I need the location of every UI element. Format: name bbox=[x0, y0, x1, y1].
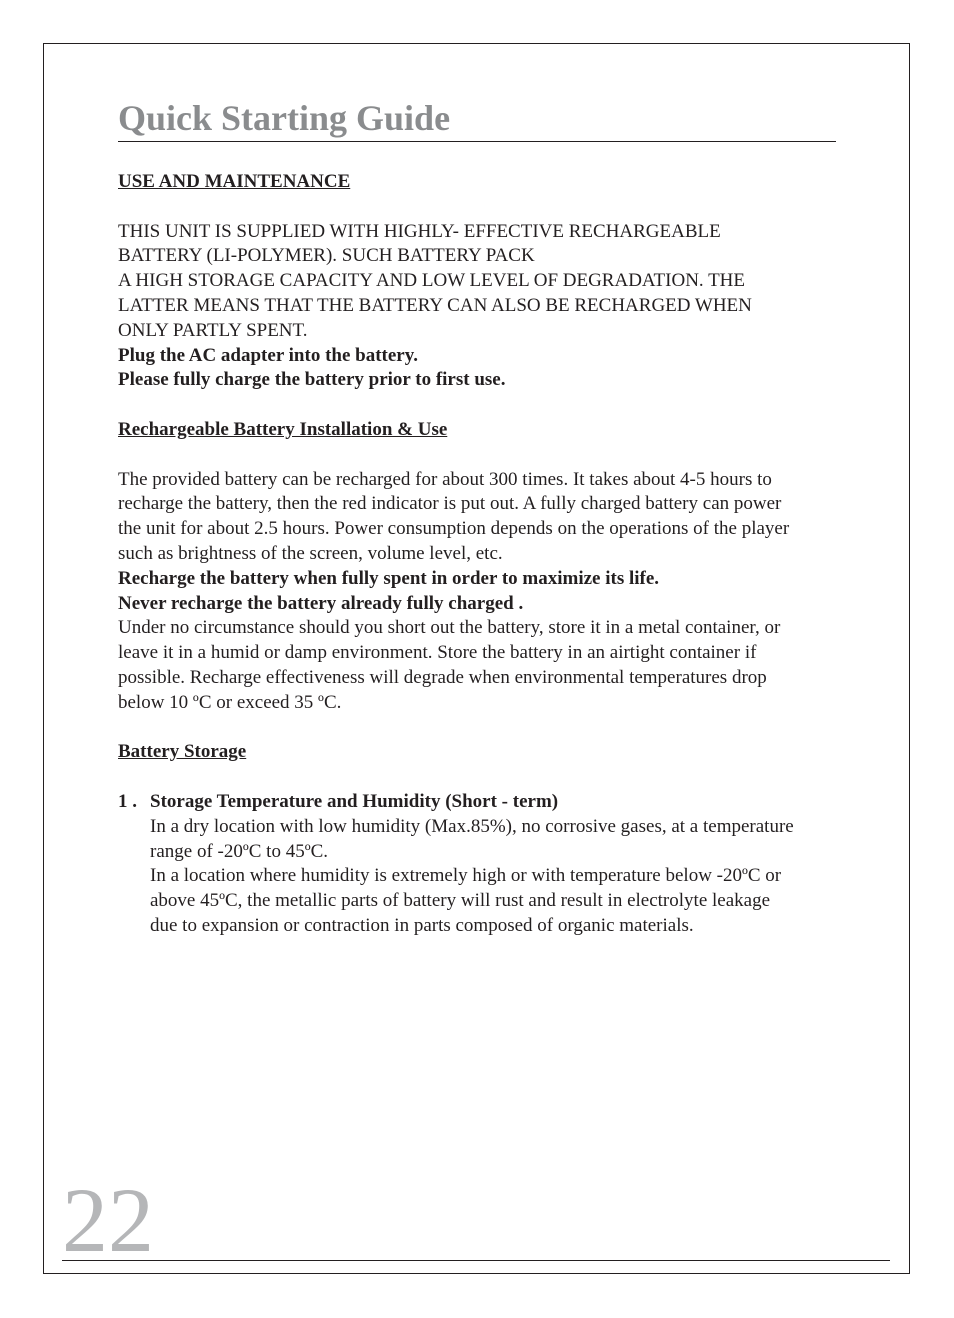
page-number: 22 bbox=[62, 1169, 154, 1271]
text-line: below 10 ºC or exceed 35 ºC. bbox=[118, 691, 342, 713]
bold-instruction: Recharge the battery when fully spent in order to maximize its life. bbox=[118, 567, 660, 589]
list-body bbox=[150, 790, 858, 939]
text-line: A HIGH STORAGE CAPACITY AND LOW LEVEL OF DEGRADATION. THE bbox=[118, 270, 745, 292]
section-heading-storage: Battery Storage bbox=[118, 741, 247, 763]
section-heading-recharge: Rechargeable Battery Installation & Use bbox=[118, 418, 448, 440]
text-line: THIS UNIT IS SUPPLIED WITH HIGHLY- EFFECTIVE RECHARGEABLE bbox=[118, 220, 721, 242]
bold-instruction: Please fully charge the battery prior to first use. bbox=[118, 369, 506, 391]
footer-rule bbox=[62, 1260, 890, 1261]
bold-instruction: Never recharge the battery already fully charged . bbox=[118, 592, 524, 614]
text-line: such as brightness of the screen, volume level, etc. bbox=[118, 542, 503, 564]
text-line: Under no circumstance should you short out the battery, store it in a metal container, or bbox=[118, 617, 781, 639]
page-title: Quick Starting Guide bbox=[118, 98, 451, 138]
text-line: LATTER MEANS THAT THE BATTERY CAN ALSO BE RECHARGED WHEN bbox=[118, 294, 752, 316]
page-content bbox=[118, 170, 858, 939]
title-underline bbox=[118, 141, 836, 142]
text-line: range of -20ºC to 45ºC. bbox=[150, 840, 329, 862]
text-line: ONLY PARTLY SPENT. bbox=[118, 319, 308, 341]
list-item bbox=[118, 790, 858, 939]
text-line: recharge the battery, then the red indicator is put out. A fully charged battery can power bbox=[118, 493, 782, 515]
text-line: the unit for about 2.5 hours. Power consumption depends on the operations of the player bbox=[118, 518, 790, 540]
section-heading-use: USE AND MAINTENANCE bbox=[118, 171, 351, 192]
text-line: In a dry location with low humidity (Max.85%), no corrosive gases, at a temperature bbox=[150, 815, 794, 837]
bold-instruction: Plug the AC adapter into the battery. bbox=[118, 344, 418, 366]
text-line: In a location where humidity is extremely high or with temperature below -20ºC or bbox=[150, 865, 782, 887]
text-line: above 45ºC, the metallic parts of battery will rust and result in electrolyte leakage bbox=[150, 890, 771, 912]
text-line: BATTERY (LI-POLYMER). SUCH BATTERY PACK bbox=[118, 245, 535, 267]
list-number: 1 . bbox=[118, 790, 137, 812]
text-line: due to expansion or contraction in parts composed of organic materials. bbox=[150, 914, 694, 936]
text-line: possible. Recharge effectiveness will degrade when environmental temperatures drop bbox=[118, 666, 767, 688]
text-line: leave it in a humid or damp environment. Store the battery in an airtight container if bbox=[118, 642, 757, 664]
list-item-title: Storage Temperature and Humidity (Short - term) bbox=[150, 790, 559, 812]
text-line: The provided battery can be recharged for about 300 times. It takes about 4-5 hours to bbox=[118, 468, 772, 490]
